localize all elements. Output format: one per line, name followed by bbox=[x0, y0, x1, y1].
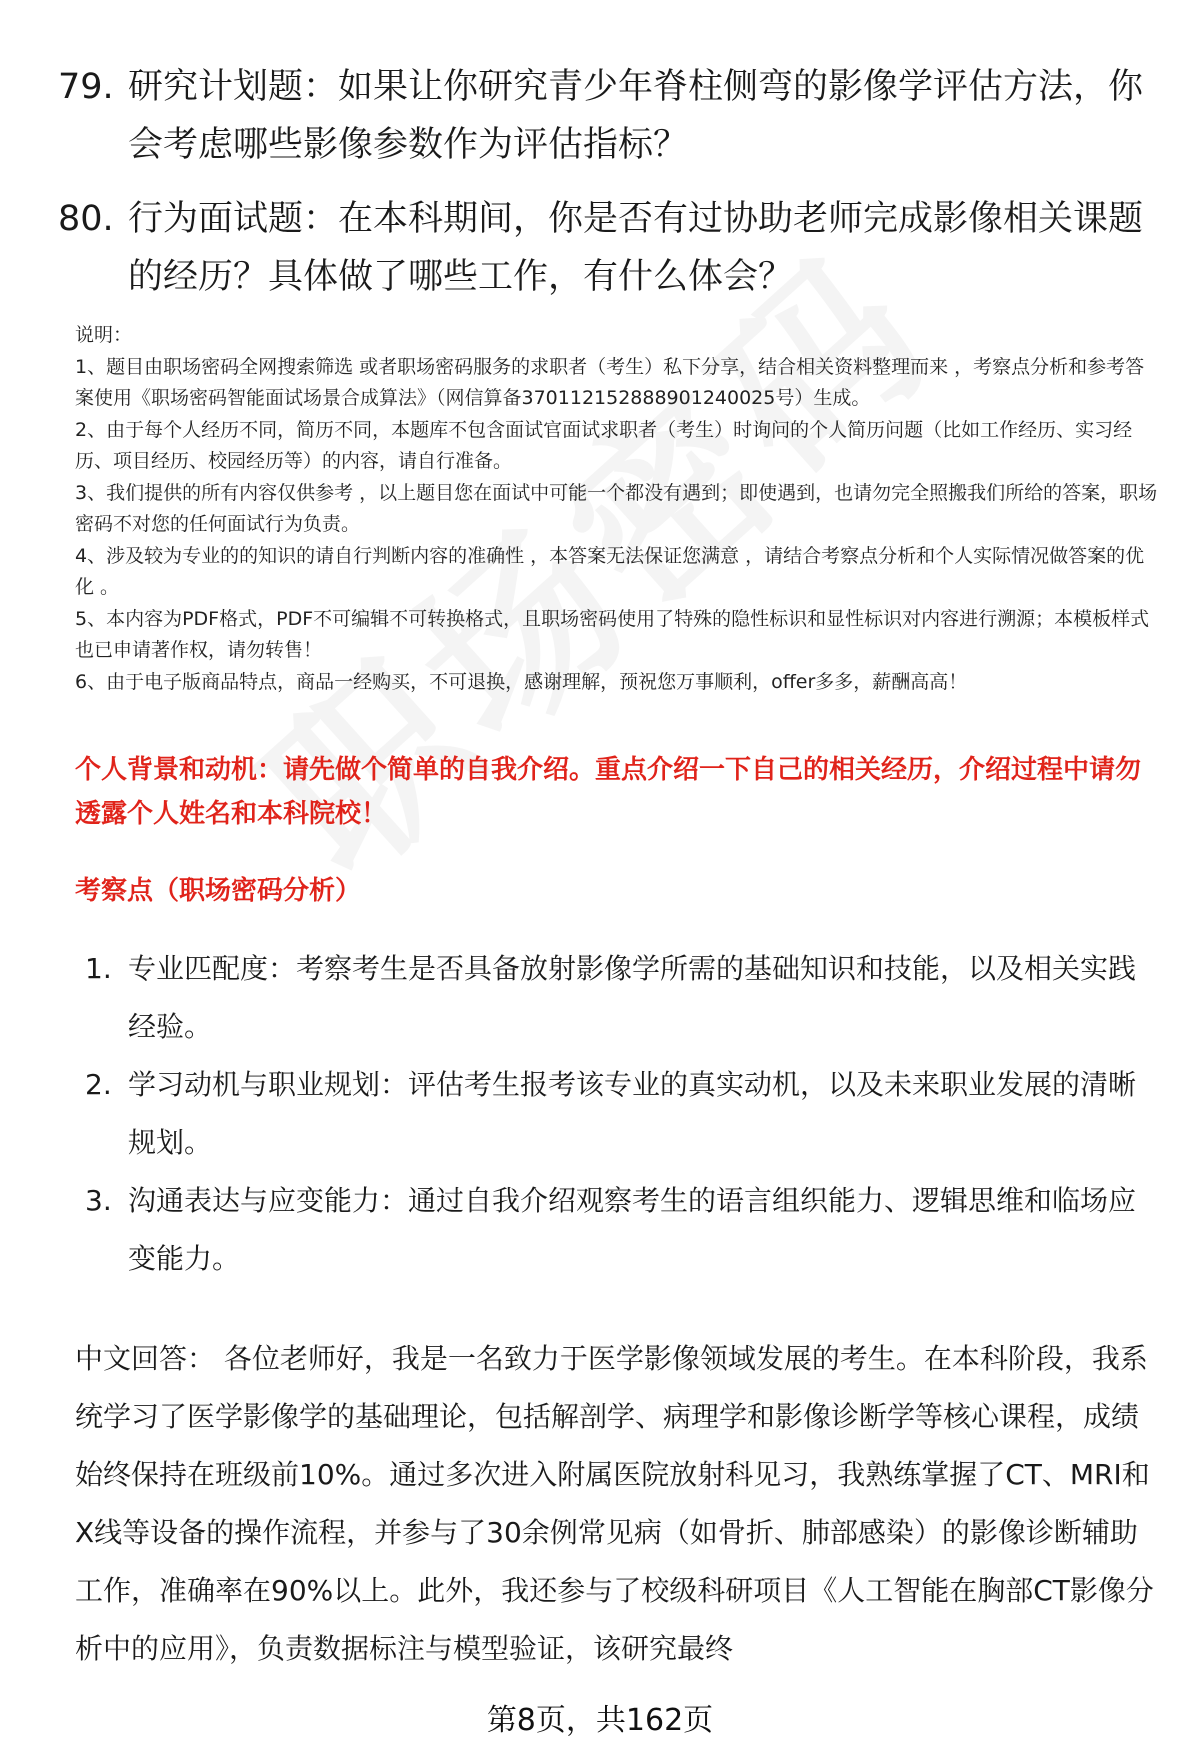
note-item: 3、我们提供的所有内容仅供参考 ，以上题目您在面试中可能一个都没有遇到；即使遇到，也请勿完全照搬我们所给的答案，职场密码不对您的任何面试行为负责。 bbox=[75, 481, 1158, 535]
list-item bbox=[85, 940, 1160, 1056]
question-text: 研究计划题：如果让你研究青少年脊柱侧弯的影像学评估方法，你会考虑哪些影像参数作为评估指标？ bbox=[128, 67, 1144, 165]
list-item bbox=[85, 1056, 1160, 1172]
point-number: 1. bbox=[85, 952, 112, 985]
section-title: 个人背景和动机：请先做个简单的自我介绍。重点介绍一下自己的相关经历，介绍过程中请勿透露个人姓名和本科院校！ bbox=[75, 755, 1142, 829]
answer-paragraph: 中文回答： 各位老师好，我是一名致力于医学影像领域发展的考生。在本科阶段，我系统学习了医学影像学的基础理论，包括解剖学、病理学和影像诊断学等核心课程，成绩始终保持在班级前10%。通过多次进入附属医院放射科见习，我熟练掌握了CT、MRI和X线等设备的操作流程，并参与了30余例常见病（如骨折、肺部感染）的影像诊断辅助工作，准确率在90%以上。此外，我还参与了校级科研项目《人工智能在胸部CT影像分析中的应用》，负责数据标注与模型验证，该研究最终 bbox=[75, 1342, 1154, 1665]
note-item: 5、本内容为PDF格式，PDF不可编辑不可转换格式，且职场密码使用了特殊的隐性标识和显性标识对内容进行溯源；本模板样式也已申请著作权，请勿转售！ bbox=[75, 607, 1150, 661]
question-79 bbox=[58, 58, 1158, 174]
notes-heading: 说明： bbox=[75, 324, 133, 346]
page-footer: 第8页，共162页 bbox=[486, 1703, 714, 1738]
disclaimer-notes bbox=[75, 320, 1160, 698]
section-subtitle: 考察点（职场密码分析） bbox=[75, 876, 362, 906]
note-item: 4、涉及较为专业的的知识的请自行判断内容的准确性 ，本答案无法保证您满意 ，请结合考察点分析和个人实际情况做答案的优化 。 bbox=[75, 544, 1145, 598]
analysis-points bbox=[85, 940, 1160, 1288]
question-number: 80. bbox=[58, 199, 114, 239]
question-80 bbox=[58, 190, 1158, 306]
question-text: 行为面试题：在本科期间，你是否有过协助老师完成影像相关课题的经历？具体做了哪些工作，有什么体会？ bbox=[128, 199, 1144, 297]
point-text: 学习动机与职业规划：评估考生报考该专业的真实动机，以及未来职业发展的清晰规划。 bbox=[128, 1068, 1137, 1159]
note-item: 6、由于电子版商品特点，商品一经购买，不可退换，感谢理解，预祝您万事顺利，offer多多，薪酬高高！ bbox=[75, 670, 968, 693]
point-number: 2. bbox=[85, 1068, 112, 1101]
point-text: 专业匹配度：考察考生是否具备放射影像学所需的基础知识和技能，以及相关实践经验。 bbox=[128, 952, 1137, 1043]
question-number: 79. bbox=[58, 67, 114, 107]
note-item: 2、由于每个人经历不同，简历不同，本题库不包含面试官面试求职者（考生）时询问的个人简历问题（比如工作经历、实习经历、项目经历、校园经历等）的内容，请自行准备。 bbox=[75, 418, 1133, 472]
point-number: 3. bbox=[85, 1184, 112, 1217]
point-text: 沟通表达与应变能力：通过自我介绍观察考生的语言组织能力、逻辑思维和临场应变能力。 bbox=[128, 1184, 1137, 1275]
list-item bbox=[85, 1172, 1160, 1288]
note-item: 1、题目由职场密码全网搜索筛选 或者职场密码服务的求职者（考生）私下分享，结合相关资料整理而来 ，考察点分析和参考答案使用《职场密码智能面试场景合成算法》（网信算备370112152888901240025号）生成。 bbox=[75, 355, 1145, 409]
